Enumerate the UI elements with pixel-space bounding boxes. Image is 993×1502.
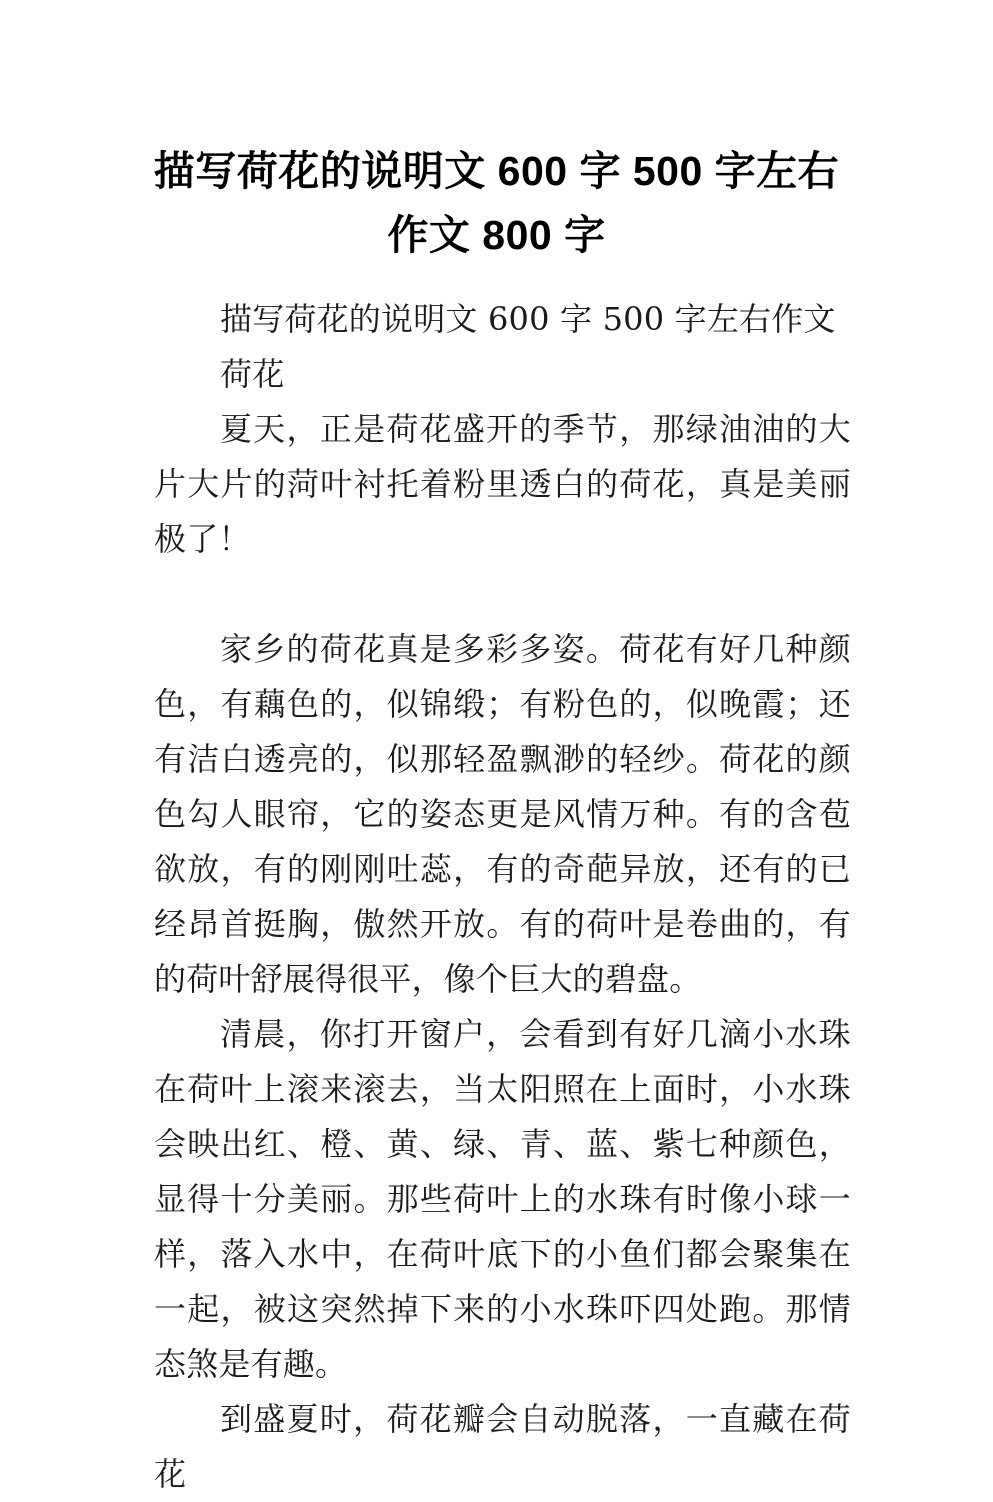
paragraph-6: 到盛夏时，荷花瓣会自动脱落，一直藏在荷花 <box>154 1400 851 1493</box>
paragraph-3: 夏天，正是荷花盛开的季节，那绿油油的大片大片的菏叶衬托着粉里透白的荷花，真是美丽极了！ <box>154 410 851 558</box>
paragraph-2: 荷花 <box>220 355 285 393</box>
paragraph-1: 描写荷花的说明文 600 字 500 字左右作文 <box>220 300 836 338</box>
page-title: 描写荷花的说明文 600 字 500 字左右作文 800 字 <box>153 148 840 259</box>
paragraph-4: 家乡的荷花真是多彩多姿。荷花有好几种颜色，有藕色的，似锦缎；有粉色的，似晚霞；还有洁白透亮的，似那轻盈飘渺的轻纱。荷花的颜色勾人眼帘，它的姿态更是风情万种。有的含苞欲放，有的刚刚吐蕊，有的奇葩异放，还有的已经昂首挺胸，傲然开放。有的荷叶是卷曲的，有的荷叶舒展得很平，像个巨大的碧盘。 <box>154 630 851 998</box>
paragraph-spacer <box>154 567 851 622</box>
paragraph-5: 清晨，你打开窗户，会看到有好几滴小水珠在荷叶上滚来滚去，当太阳照在上面时，小水珠会映出红、橙、黄、绿、青、蓝、紫七种颜色，显得十分美丽。那些荷叶上的水珠有时像小球一样，落入水中，在荷叶底下的小鱼们都会聚集在一起，被这突然掉下来的小水珠吓四处跑。那情态煞是有趣。 <box>154 1015 851 1383</box>
document-body <box>154 292 851 1502</box>
